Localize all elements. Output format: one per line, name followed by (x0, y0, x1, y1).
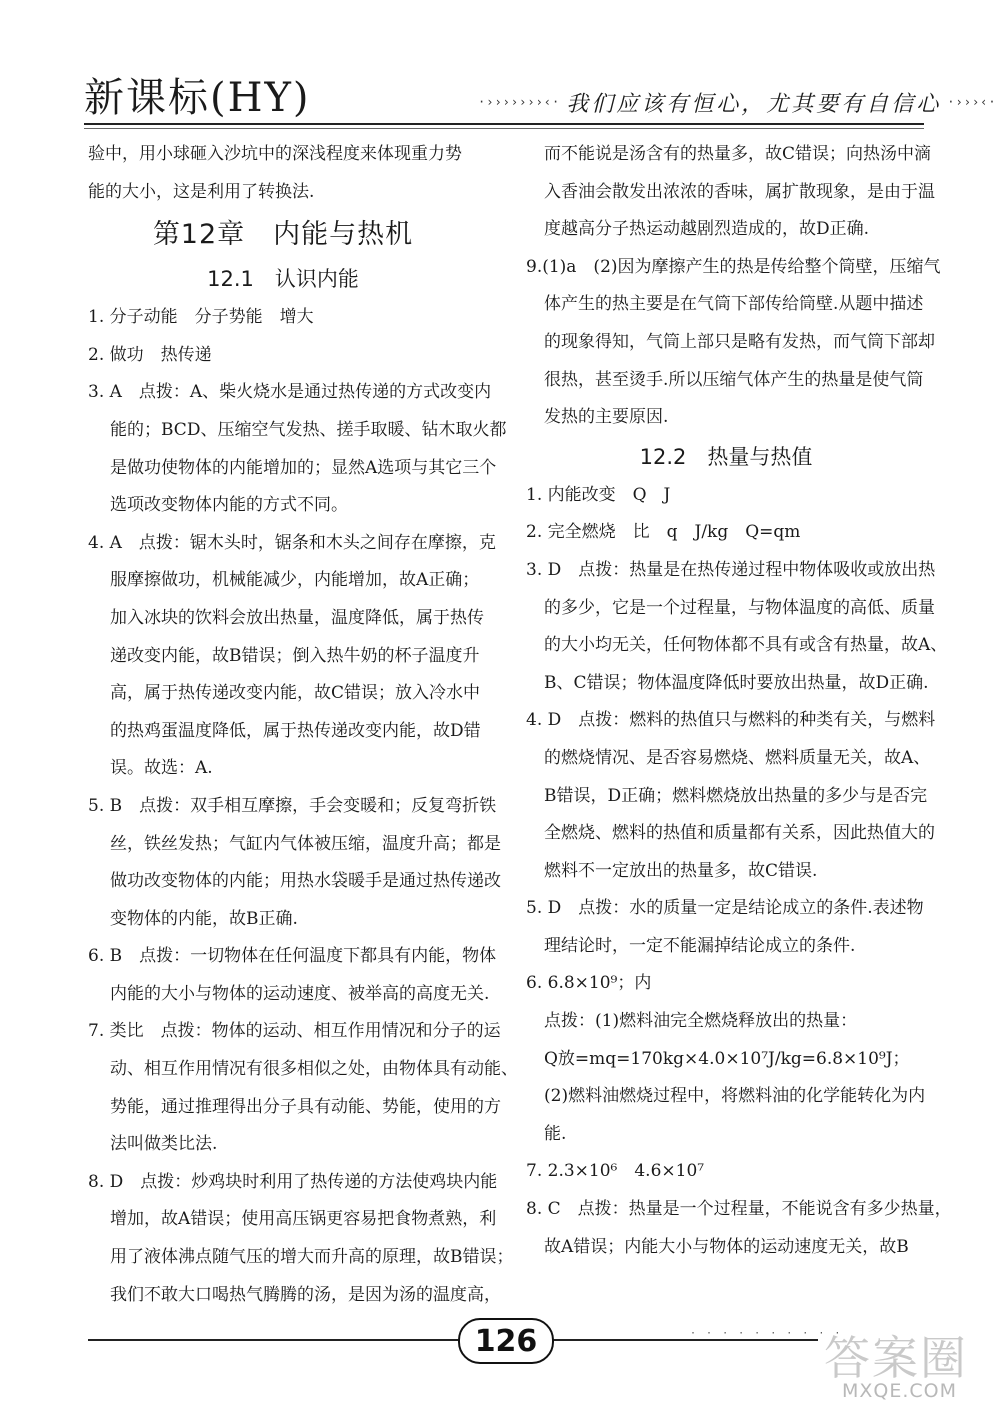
answer-item: 9.(1)a (2)因为摩擦产生的热是传给整个筒壁，压缩气 (526, 256, 941, 277)
answer-item: 8. D 点拨：炒鸡块时利用了热传递的方法使鸡块内能 (88, 1171, 498, 1192)
answer-item-cont: 理结论时，一定不能漏掉结论成立的条件. (544, 935, 856, 956)
answer-item-cont: 点拨：(1)燃料油完全燃烧释放出的热量： (544, 1011, 858, 1032)
answer-item-cont: 递改变内能，故B错误；倒入热牛奶的杯子温度升 (110, 645, 480, 666)
answer-item-cont: 体产生的热主要是在气筒下部传给筒壁.从题中描述 (544, 294, 924, 315)
answer-item-cont: 用了液体沸点随气压的增大而升高的原理，故B错误； (110, 1247, 514, 1268)
answer-item-cont: 的热鸡蛋温度降低，属于热传递改变内能，故D错 (110, 720, 481, 741)
answer-item: 7. 类比 点拨：物体的运动、相互作用情况和分子的运 (88, 1021, 501, 1042)
answer-item-cont: 燃料不一定放出的热量多，故C错误. (544, 860, 818, 881)
ornament-left-icon: ·›››››››‹· (478, 95, 561, 109)
answer-item-cont: 很热，甚至烫手.所以压缩气体产生的热量是使气筒 (544, 369, 924, 390)
text-line: 能的大小，这是利用了转换法. (88, 181, 315, 202)
answer-item-cont: 误。故选：A. (110, 758, 213, 779)
header-rule-thin (84, 128, 924, 129)
answer-item: 4. A 点拨：锯木头时，锯条和木头之间存在摩擦，克 (88, 532, 496, 553)
answer-item: 8. C 点拨：热量是一个过程量，不能说含有多少热量， (526, 1199, 952, 1220)
answer-item-cont: 能的；BCD、压缩空气发热、搓手取暖、钻木取火都 (110, 419, 507, 440)
answer-item: 5. B 点拨：双手相互摩擦，手会变暖和；反复弯折铁 (88, 795, 497, 816)
text-line: 入香油会散发出浓浓的香味，属扩散现象，是由于温 (544, 181, 935, 202)
footer-dots: · · · · · · · · · · (690, 1328, 843, 1339)
answer-item: 6. B 点拨：一切物体在任何温度下都具有内能，物体 (88, 946, 497, 967)
answer-item-cont: 故A错误；内能大小与物体的运动速度无关，故B (544, 1236, 909, 1257)
motto-banner (478, 88, 997, 117)
answer-item-cont: 能. (544, 1123, 567, 1144)
left-column (88, 136, 518, 1314)
answer-item-cont: 加入冰块的饮料会放出热量，温度降低，属于热传 (110, 607, 484, 628)
answer-item-cont: 服摩擦做功，机械能减少，内能增加，故A正确； (110, 570, 480, 591)
answer-item: 5. D 点拨：水的质量一定是结论成立的条件.表述物 (526, 898, 924, 919)
answer-item: 4. D 点拨：燃料的热值只与燃料的种类有关，与燃料 (526, 710, 936, 731)
answer-item: 2. 完全燃烧 比 q J/kg Q=qm (526, 522, 801, 543)
text-line: 验中，用小球砸入沙坑中的深浅程度来体现重力势 (88, 144, 462, 164)
answer-item-cont: 发热的主要原因. (544, 407, 669, 428)
answer-item-cont: 是做功使物体的内能增加的；显然A选项与其它三个 (110, 457, 497, 478)
answer-item-cont: 做功改变物体的内能；用热水袋暖手是通过热传递改 (110, 871, 501, 892)
answer-item-cont: 势能，通过推理得出分子具有动能、势能，使用的方 (110, 1096, 501, 1117)
page-number: 126 (458, 1318, 554, 1364)
answer-item-cont: B、C错误；物体温度降低时要放出热量，故D正确. (544, 672, 929, 693)
chapter-title: 第12章 内能与热机 (152, 219, 414, 251)
footer-rule-right (548, 1339, 818, 1341)
answer-item-cont: 内能的大小与物体的运动速度、被举高的高度无关. (110, 983, 490, 1004)
answer-item: 3. A 点拨：A、柴火烧水是通过热传递的方式改变内 (88, 382, 492, 403)
footer-rule-left (88, 1339, 458, 1341)
answer-item-cont: 变物体的内能，故B正确. (110, 908, 298, 929)
header-rule (84, 123, 924, 125)
answer-item: 6. 6.8×10⁹；内 (526, 973, 652, 994)
answer-item: 3. D 点拨：热量是在热传递过程中物体吸收或放出热 (526, 559, 936, 580)
answer-item: 1. 分子动能 分子势能 增大 (88, 307, 314, 328)
section-title: 12.2 热量与热值 (639, 444, 813, 469)
answer-item-cont: 高，属于热传递改变内能，故C错误；放入冷水中 (110, 683, 481, 704)
section-title: 12.1 认识内能 (207, 267, 359, 292)
answer-item-cont: 选项改变物体内能的方式不同。 (110, 495, 348, 516)
answer-item-cont: 全燃烧、燃料的热值和质量都有关系，因此热值大的 (544, 823, 935, 844)
answer-item: 2. 做功 热传递 (88, 344, 212, 365)
answer-item-cont: 法叫做类比法. (110, 1134, 218, 1155)
answer-item-cont: 的多少，它是一个过程量，与物体温度的高低、质量 (544, 597, 935, 618)
answer-item-cont: B错误，D正确；燃料燃烧放出热量的多少与是否完 (544, 785, 928, 806)
answer-item: 1. 内能改变 Q J (526, 484, 671, 505)
answer-item-cont: 的燃烧情况、是否容易燃烧、燃料质量无关，故A、 (544, 747, 931, 768)
brand-title: 新课标(HY) (84, 75, 311, 121)
answer-item-cont: 丝，铁丝发热；气缸内气体被压缩，温度升高；都是 (110, 833, 501, 854)
text-line: 度越高分子热运动越剧烈造成的，故D正确. (544, 219, 870, 240)
right-column (526, 136, 952, 1266)
answer-item-cont: 我们不敢大口喝热气腾腾的汤，是因为汤的温度高， (110, 1284, 501, 1305)
answer-item-cont: 增加，故A错误；使用高压锅更容易把食物煮熟，利 (110, 1209, 497, 1230)
answer-item-cont: (2)燃料油燃烧过程中，将燃料油的化学能转化为内 (544, 1086, 926, 1107)
text-line: 而不能说是汤含有的热量多，故C错误；向热汤中滴 (544, 144, 932, 164)
watermark-site: MXQE.COM (842, 1380, 958, 1402)
answer-item-cont: 动、相互作用情况有很多相似之处，由物体具有动能、 (110, 1059, 518, 1080)
answer-item-cont: 的现象得知，气筒上部只是略有发热，而气筒下部却 (544, 331, 935, 352)
answer-item: 7. 2.3×10⁶ 4.6×10⁷ (526, 1161, 705, 1182)
motto-text: 我们应该有恒心，尤其要有自信心 (566, 91, 942, 117)
ornament-right-icon: ·›››‹· (947, 95, 997, 109)
watermark-logo-icon: 答案圈 (824, 1331, 968, 1385)
answer-item-cont: 的大小均无关，任何物体都不具有或含有热量，故A、 (544, 635, 948, 656)
formula-line: Q放=mq=170kg×4.0×10⁷J/kg=6.8×10⁹J； (544, 1048, 910, 1069)
